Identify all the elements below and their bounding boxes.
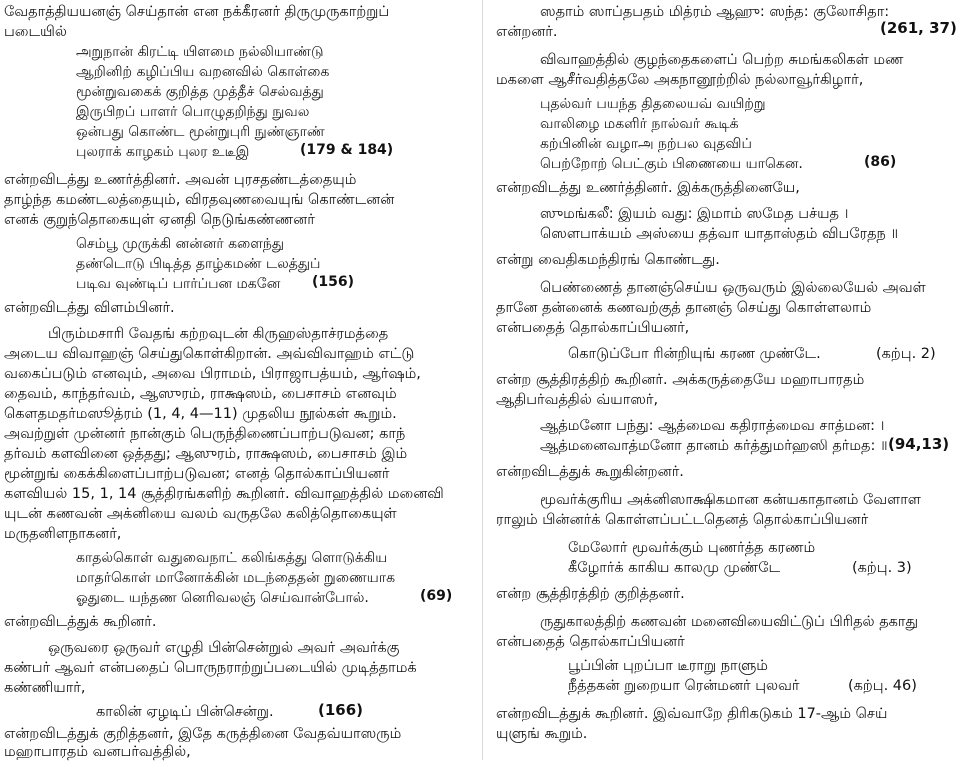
text-line: ராலும் பின்னர்க் கொள்ளப்பட்டதெனத் தொல்காப்பியனர் [496,512,869,528]
text-line: என்றவிடத்துக் கூறுகின்றனர். [496,464,684,480]
text-line: மூவர்க்குரிய அக்னிஸாக்ஷிகமான கன்யகாதானம் வேளாள [540,492,921,508]
verse-line: அறுநான் கிரட்டி யிளமை நல்லியாண்டு [76,44,324,60]
verse-reference: (261, 37) [880,19,957,37]
right-column [492,0,960,760]
text-line: கண்பர் ஆவர் என்பதைப் பொருநராற்றுப்படையில் முடித்தாமக் [4,660,417,676]
text-line: ஆதிபர்வத்தில் வ்யாஸர், [496,392,659,408]
text-line: கௌதமதர்மஸூத்ரம் (1, 4, 4—11) முதலிய நூல்கள் கூறும். [4,406,397,422]
text-line: என்றவிடத்துக் கூறினர். இவ்வாறே திரிகடுகம் 17-ஆம் செய் [496,706,888,722]
verse-line: படிவ வுண்டிப் பார்ப்பன மகனே [76,276,281,292]
text-line: பெண்ணைத் தானஞ்செய்ய ஒருவரும் இல்லையேல் அவள் [540,280,926,296]
sanskrit-line: ஆத்மனோ பந்து: ஆத்மைவ கதிராத்மைவ சாத்மன: । [540,418,885,434]
sanskrit-line: ஸௌபாக்யம் அஸ்யை தத்வா யாதாஸ்தம் விபரேதந ॥ [540,226,899,242]
text-line: என்றவிடத்து உணர்த்தினர். இக்கருத்தினையே, [496,180,800,196]
text-line: என்றவிடத்து உணர்த்தினர். அவன் புரசதண்டத்தையும் [4,172,357,188]
verse-line: தண்டொடு பிடித்த தாழ்கமண் டலத்துப் [76,256,321,272]
text-line: ஒருவரை ஒருவர் எழுதி பின்சென்றுல் அவர் அவர்க்கு [48,640,400,656]
text-line: விவாஹத்தில் குழந்தைகளைப் பெற்ற சுமங்கலிகள் மண [540,52,904,68]
text-line: யுளுங் கூறும். [496,726,588,742]
sanskrit-line: ஆத்மனைவாத்மனோ தானம் கர்த்துமர்ஹஸி தர்மத: ॥ [540,438,888,454]
text-line: அவற்றுள் முன்னர் நான்கும் பெருந்திணைப்பாற்படுவன; காந் [4,426,406,442]
text-line: தானே தன்னைக் கணவற்குத் தானஞ் செய்து கொள்ளலாம் [496,300,872,316]
verse-reference: (கற்பு. 3) [852,560,912,576]
verse-reference: (கற்பு. 2) [876,346,936,362]
text-line: யுடன் கணவன் அக்னியை வலம் வருதலே கலித்தொகையுள் [4,506,397,522]
text-line: வகைப்படும் எனவும், அவை பிராமம், பிராஜாபத்யம், ஆர்ஷம், [4,366,421,382]
text-line: என்பதைத் தொல்காப்பியனர் [496,634,685,650]
text-line: என்பதைத் தொல்காப்பியனர், [496,320,690,336]
verse-line: நீத்தகன் றுறையா ரென்மனர் புலவர் [568,678,800,694]
text-line: தைவம், காந்தர்வம், ஆஸுரம், ராக்ஷஸம், பைசாசம் எனவும் [4,386,397,402]
verse-line: காதல்கொள் வதுவைநாட் கலிங்கத்து ளொடுக்கிய [76,550,388,566]
text-line: தாழ்ந்த கமண்டலத்தையும், விரதவுணவையுங் கொண்டனன் [4,192,395,208]
verse-reference: (166) [318,701,364,719]
text-line: ருதுகாலத்திற் கணவன் மனைவியைவிட்டுப் பிரிதல் தகாது [540,614,919,630]
text-line: என்றவிடத்துக் கூறினர். [4,614,157,630]
verse-line: மேலோர் மூவர்க்கும் புணர்த்த கரணம் [568,540,816,556]
text-line: என்றவிடத்துக் குறித்தனர், இதே கருத்தினை வேதவ்யாஸரும் [4,726,402,742]
left-column [0,0,474,760]
verse-reference: (179 & 184) [300,142,394,158]
text-line: எனக் குறுந்தொகையுள் ஏனதி நெடுங்கண்ணனர் [4,212,315,228]
text-line: வேதாத்தியயனஞ் செய்தான் என நக்கீரனர் திருமுருகாற்றுப் [4,4,390,20]
verse-line: ஓதுடை யந்தண னெரிவலஞ் செய்வான்போல். [76,590,369,606]
verse-line: காலின் ஏழடிப் பின்சென்று. [96,704,274,720]
verse-line: பூப்பின் புறப்பா டீராறு நாளும் [568,658,768,674]
verse-line: இருபிறப் பாளர் பொழுதறிந்து நுவல [76,104,310,120]
verse-line: ஆறினிற் கழிப்பிய வறனவில் கொள்கை [76,64,330,80]
text-line: என்ற சூத்திரத்திற் கூறினர். அக்கருத்தையே மஹாபாரதம் [496,372,865,388]
text-line: பிரும்மசாரி வேதங் கற்றவுடன் கிருஹஸ்தாச்ரமத்தை [48,326,389,342]
verse-reference: (156) [312,274,355,290]
text-line: கண்ணியார், [4,680,86,696]
verse-reference: (94,13) [888,435,950,453]
text-line: களவியல் 15, 1, 14 சூத்திரங்களிற் கூறினர். விவாஹத்தில் மனைவி [4,486,444,502]
sanskrit-line: ஸதாம் ஸாப்தபதம் மித்ரம் ஆஹு: ஸந்த: குலோசிதா: [540,4,890,20]
text-line: மருதனிளநாகனர், [4,526,122,542]
verse-line: பெற்றோற் பெட்கும் பிணையை யாகென. [540,156,803,172]
verse-line: புதல்வர் பயந்த திதலையவ் வயிற்று [540,96,766,112]
text-line: தர்வம் களவினை ஒத்தது; ஆஸுரம், ராக்ஷஸம், பைசாசம் இம் [4,446,408,462]
verse-line: மூன்றுவகைக் குறித்த முத்தீச் செல்வத்து [76,84,324,100]
verse-line: புலராக் காழகம் புலர உடீஇ [76,144,250,160]
text-line: என்ற சூத்திரத்திற் குறித்தனர். [496,586,685,602]
verse-line: வாலிழை மகளிர் நால்வர் கூடிக் [540,116,739,132]
verse-line: கொடுப்போ ரின்றியுங் கரண முண்டே. [568,346,821,362]
verse-line: ஒன்பது கொண்ட மூன்றுபுரி நுண்ஞாண் [76,124,325,140]
verse-reference: (கற்பு. 46) [848,678,917,694]
verse-reference: (86) [864,154,897,170]
verse-line: கீழோர்க் காகிய காலமு முண்டே [568,560,781,576]
text-line: என்றனர். [496,24,558,40]
verse-reference: (69) [420,588,453,604]
text-line: மூன்றுங் கைக்கிளைப்பாற்படுவன; எனத் தொல்காப்பியனர் [4,466,390,482]
column-divider [482,0,483,760]
text-line: என்று வைதிகமந்திரங் கொண்டது. [496,252,720,268]
text-line: மகளை ஆசீர்வதித்தலே அகநானூற்றில் நல்லாவூர்கிழார், [496,72,864,88]
verse-line: செம்பூ முருக்கி னன்னர் களைந்து [76,236,285,252]
text-line: என்றவிடத்து விளம்பினர். [4,300,175,316]
verse-line: மாதர்கொள் மானோக்கின் மடந்தைதன் றுணையாக [76,570,396,586]
text-line: அடைய விவாஹஞ் செய்துகொள்கிறான். அவ்விவாஹம் எட்டு [4,346,415,362]
verse-line: கற்பினின் வழாஅ நற்பல வுதவிப் [540,136,752,152]
text-line: மஹாபாரதம் வனபர்வத்தில், [4,744,191,760]
sanskrit-line: ஸுமங்கலீ: இயம் வது: இமாம் ஸமேத பச்யத । [540,206,849,222]
text-line: படையில் [4,24,67,40]
